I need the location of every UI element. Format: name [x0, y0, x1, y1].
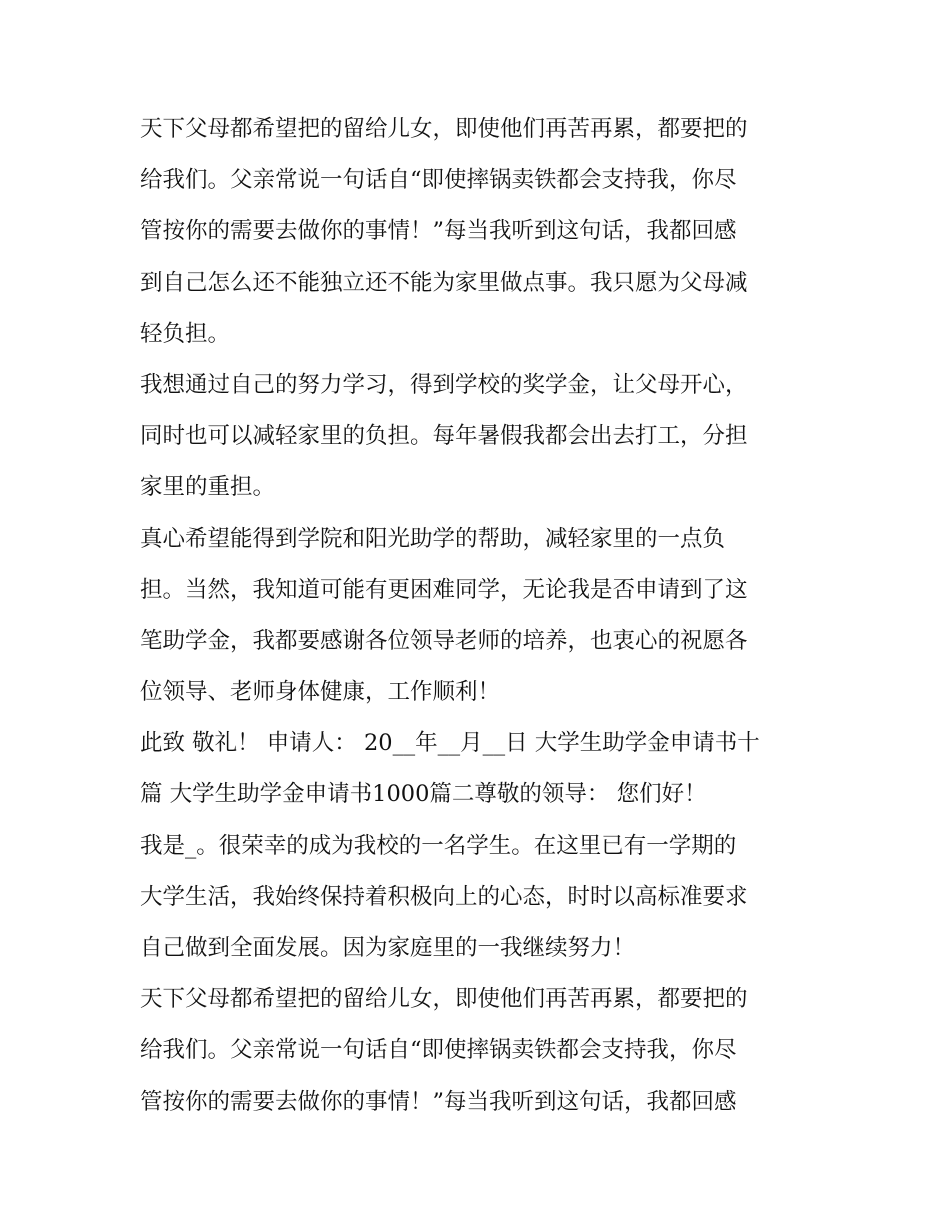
text-line: 担。当然，我知道可能有更困难同学，无论我是否申请到了这	[140, 576, 748, 603]
text-line: 位领导、老师身体健康，工作顺利！	[140, 679, 501, 706]
text-line: 天下父母都希望把的留给儿女，即使他们再苦再累，都要把的	[140, 986, 748, 1013]
text-line: 天下父母都希望把的留给儿女，即使他们再苦再累，都要把的	[140, 116, 748, 142]
text-line: 真心希望能得到学院和阳光助学的帮助，减轻家里的一点负	[140, 525, 726, 552]
text-line: 大学生活，我始终保持着积极向上的心态，时时以高标准要求	[140, 883, 748, 910]
text-line: 同时也可以减轻家里的负担。每年暑假我都会出去打工，分担	[140, 423, 748, 450]
text-line: 给我们。父亲常说一句话自“即使摔锅卖铁都会支持我，你尽	[140, 1037, 737, 1064]
text-line: 我是_。很荣幸的成为我校的一名学生。在这里已有一学期的	[140, 832, 737, 859]
text-line: 家里的重担。	[140, 474, 276, 501]
text-line: 给我们。父亲常说一句话自“即使摔锅卖铁都会支持我，你尽	[140, 167, 737, 194]
text-line: 笔助学金，我都要感谢各位领导老师的培养，也衷心的祝愿各	[140, 627, 748, 654]
text-line: 篇 大学生助学金申请书1000篇二尊敬的领导： 您们好！	[140, 781, 707, 808]
text-line: 此致 敬礼！ 申请人： 20__年__月__日 大学生助学金申请书十	[140, 730, 760, 757]
text-line: 管按你的需要去做你的事情！”每当我听到这句话，我都回感	[140, 218, 737, 245]
text-line: 管按你的需要去做你的事情！”每当我听到这句话，我都回感	[140, 1088, 737, 1115]
text-line: 轻负担。	[140, 320, 231, 347]
text-line: 我想通过自己的努力学习，得到学校的奖学金，让父母开心，	[140, 371, 748, 398]
text-line: 到自己怎么还不能独立还不能为家里做点事。我只愿为父母减	[140, 269, 748, 296]
document-body	[140, 104, 820, 1128]
text-line: 自己做到全面发展。因为家庭里的一我继续努力！	[140, 935, 636, 961]
